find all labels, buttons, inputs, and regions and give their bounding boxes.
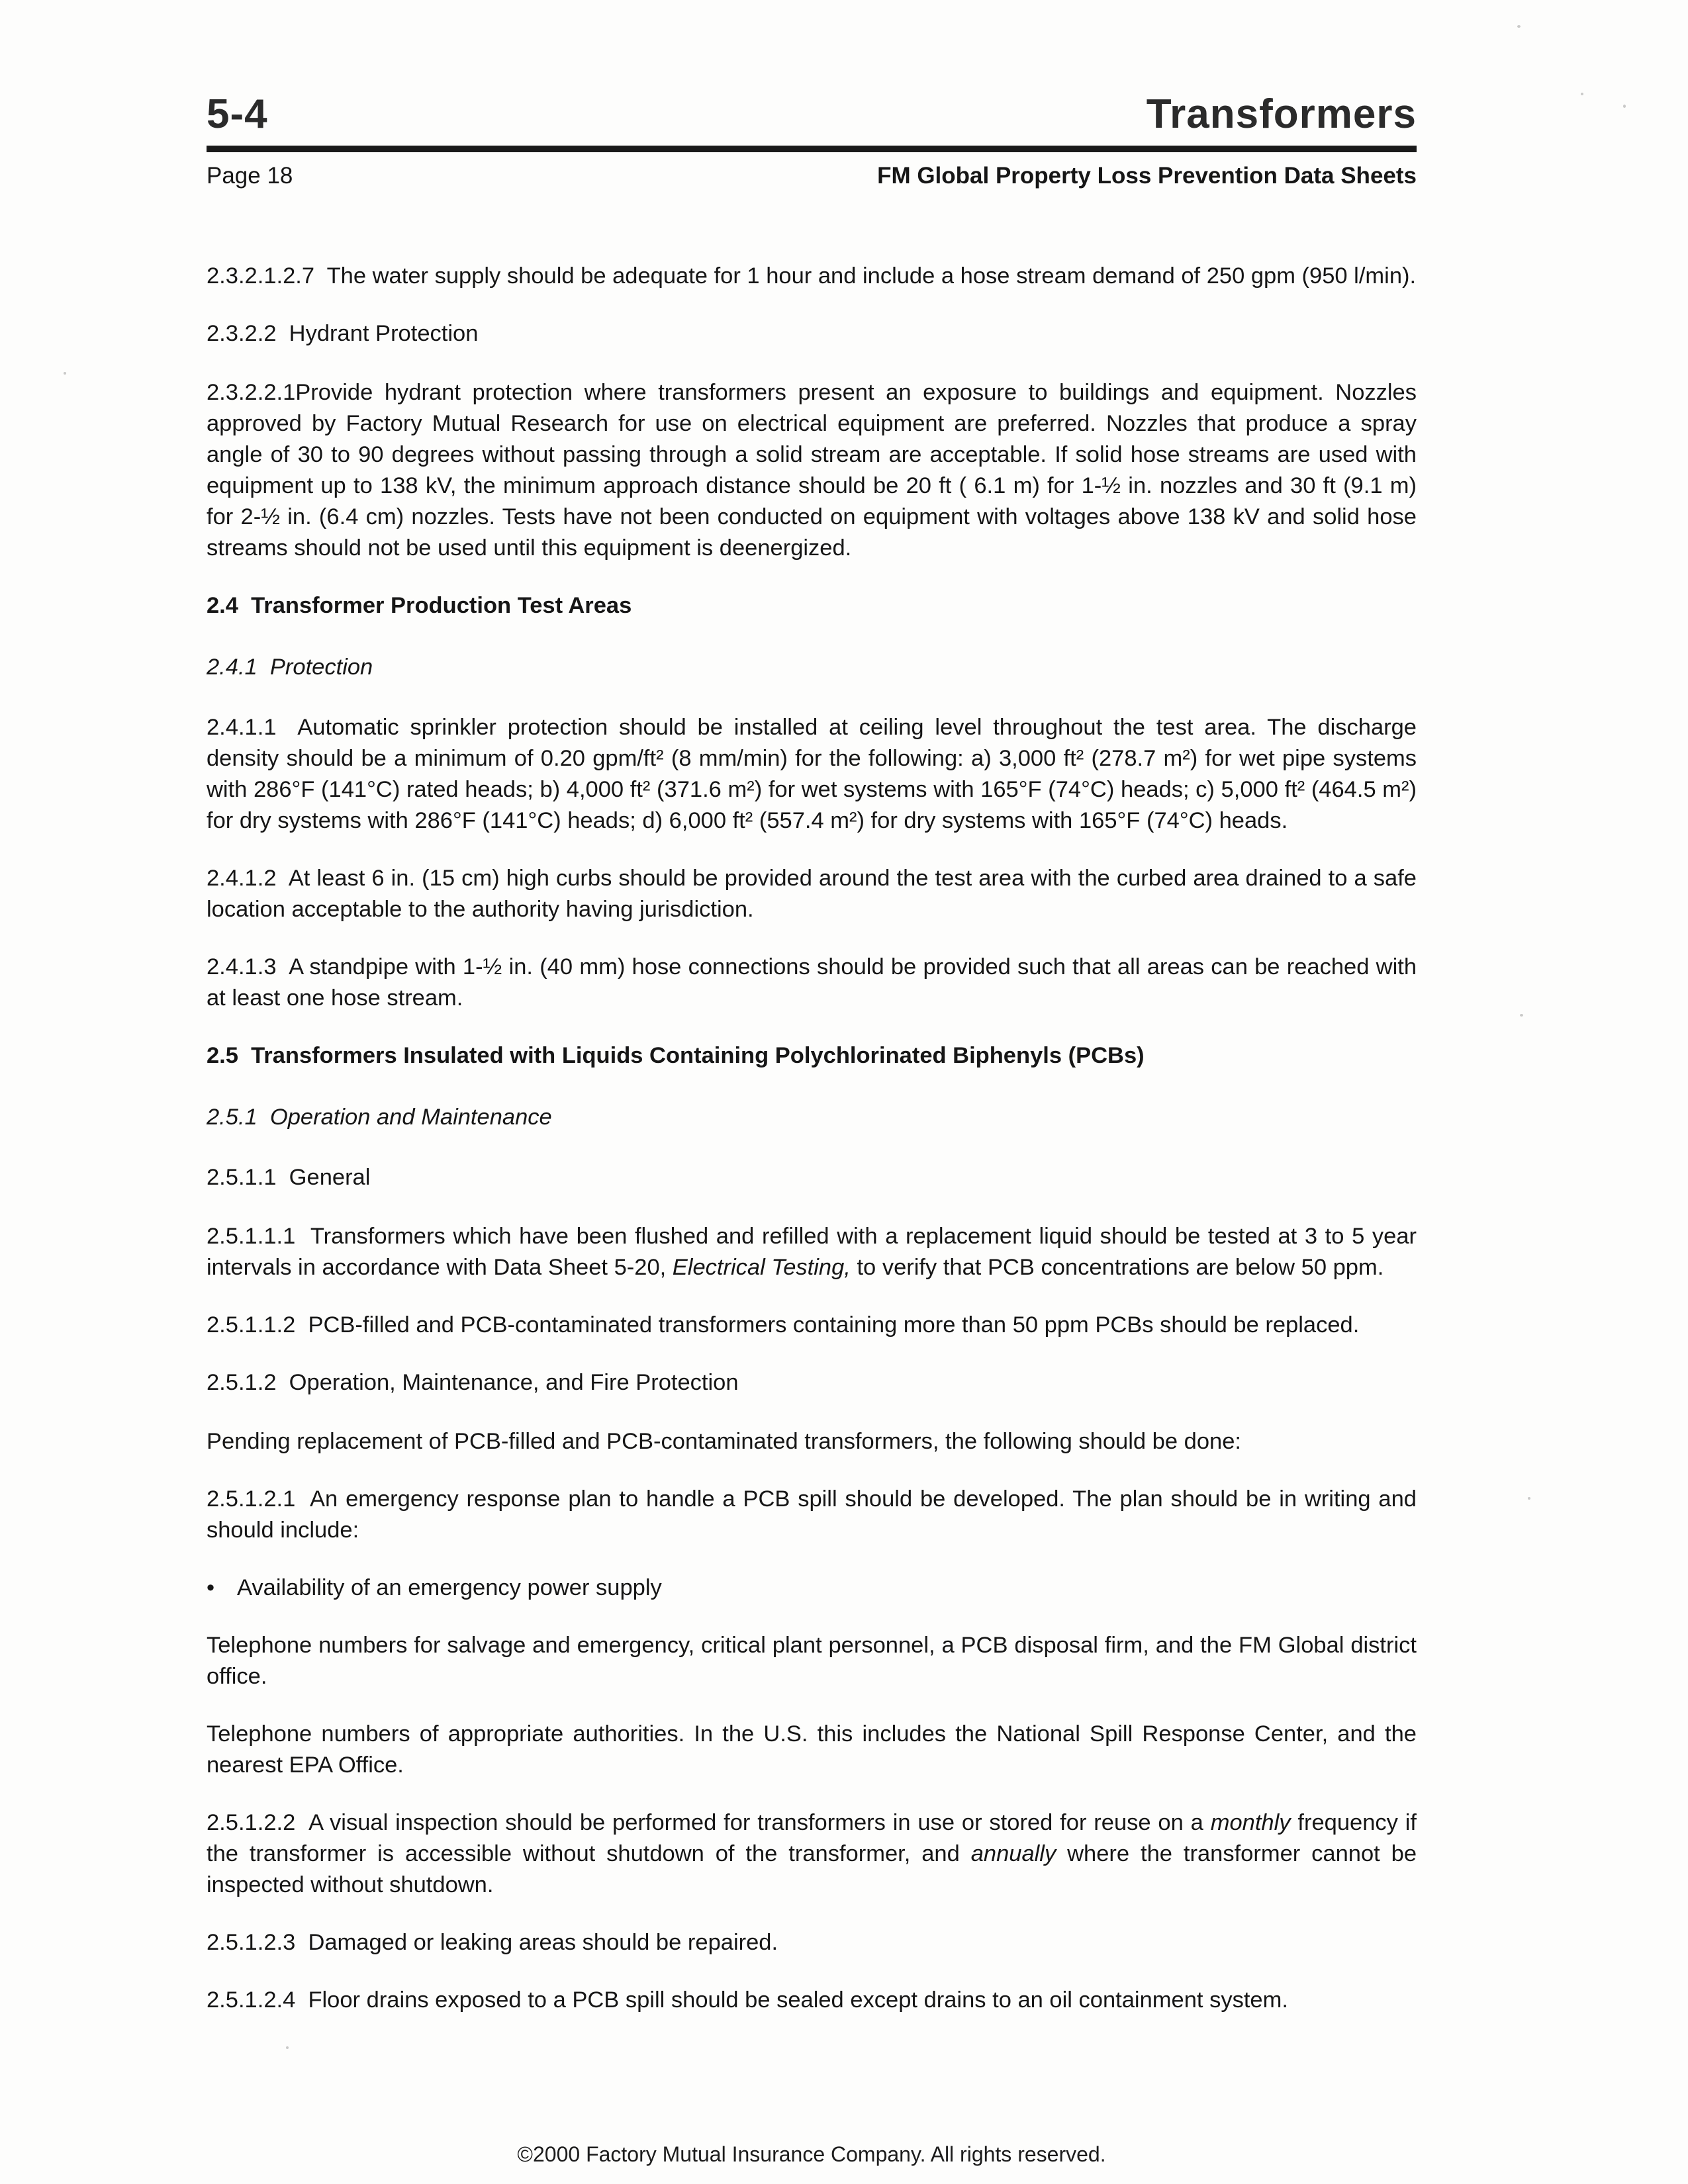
paragraph-2-5-1-2-3: 2.5.1.2.3 Damaged or leaking areas should be repaired.: [207, 1930, 778, 1955]
paragraph-2-3-2-1-2-7: 2.3.2.1.2.7 The water supply should be adequate for 1 hour and include a hose stream demand of 250 gpm (950 l/min).: [207, 263, 1417, 289]
bullet-icon: •: [207, 1575, 215, 1600]
org-subtitle: FM Global Property Loss Prevention Data Sheets: [877, 163, 1417, 189]
paragraph-2-5-1-1-2: 2.5.1.1.2 PCB-filled and PCB-contaminated transformers containing more than 50 ppm PCBs should be replaced.: [207, 1312, 1360, 1338]
paragraph-telephone-salvage: Telephone numbers for salvage and emergency, critical plant personnel, a PCB disposal firm, and the FM Global district office.: [207, 1633, 1417, 1689]
paragraph-pending-replacement: Pending replacement of PCB-filled and PCB-contaminated transformers, the following should be done:: [207, 1429, 1241, 1454]
copyright-line: ©2000 Factory Mutual Insurance Company. All rights reserved.: [517, 2142, 1106, 2166]
heading-2-4: 2.4 Transformer Production Test Areas: [207, 593, 632, 618]
doc-number: 5-4: [207, 91, 268, 137]
scan-speck: [1520, 1014, 1523, 1017]
paragraph-2-5-1-2-2-mid: frequency if the transformer is accessible without shutdown of the transformer, and: [207, 1810, 1417, 1866]
page-number-label: Page 18: [207, 163, 293, 189]
paragraph-2-5-1-1-1: [207, 1221, 1417, 1283]
page-header: [207, 91, 1417, 189]
heading-2-5-1-2: 2.5.1.2 Operation, Maintenance, and Fire Protection: [207, 1370, 739, 1395]
paragraph-2-4-1-3: 2.4.1.3 A standpipe with 1-½ in. (40 mm) hose connections should be provided such that all areas can be reached with at least one hose stream.: [207, 954, 1417, 1011]
scan-speck: [1517, 25, 1521, 28]
heading-2-5-1-1: 2.5.1.1 General: [207, 1165, 371, 1190]
scan-speck: [1581, 93, 1583, 95]
paragraph-2-5-1-1-1-pre: 2.5.1.1.1 Transformers which have been flushed and refilled with a replacement liquid should be tested at 3 to 5 year intervals in accordance with Data Sheet 5-20,: [207, 1224, 1417, 1280]
scan-speck: [64, 372, 66, 375]
paragraph-2-4-1-2: 2.4.1.2 At least 6 in. (15 cm) high curbs should be provided around the test area with the curbed area drained to a safe location acceptable to the authority having jurisdiction.: [207, 866, 1417, 922]
heading-2-5-1: 2.5.1 Operation and Maintenance: [207, 1105, 552, 1130]
paragraph-2-5-1-2-4: 2.5.1.2.4 Floor drains exposed to a PCB spill should be sealed except drains to an oil containment system.: [207, 1987, 1288, 2013]
paragraph-2-5-1-2-2-italic-annually: annually: [970, 1841, 1056, 1866]
bullet-item-emergency-power: [207, 1572, 1417, 1604]
paragraph-2-5-1-2-1: 2.5.1.2.1 An emergency response plan to handle a PCB spill should be developed. The plan should be in writing and should include:: [207, 1486, 1417, 1543]
document-body: [207, 261, 1417, 2016]
paragraph-2-3-2-2-1: 2.3.2.2.1Provide hydrant protection where transformers present an exposure to buildings and equipment. Nozzles approved by Factory Mutual Research for use on electrical equipment are preferred. Nozzles that produce a spray angle of 30 to 90 degrees without passing through a solid stream are acceptable. If solid hose streams are used with equipment up to 138 kV, the minimum approach distance should be 20 ft ( 6.1 m) for 1-½ in. nozzles and 30 ft (9.1 m) for 2-½ in. (6.4 cm) nozzles. Tests have not been conducted on equipment with voltages above 138 kV and solid hose streams should not be used until this equipment is deenergized.: [207, 380, 1417, 561]
heading-2-5: 2.5 Transformers Insulated with Liquids Containing Polychlorinated Biphenyls (PCBs): [207, 1043, 1145, 1068]
paragraph-2-5-1-2-2-pre: 2.5.1.2.2 A visual inspection should be performed for transformers in use or stored for reuse on a: [207, 1810, 1211, 1835]
page-footer: [207, 2142, 1417, 2167]
paragraph-2-5-1-2-2: [207, 1807, 1417, 1901]
scan-speck: [1623, 105, 1626, 108]
paragraph-2-5-1-1-1-italic: Electrical Testing,: [672, 1255, 851, 1280]
heading-2-3-2-2: 2.3.2.2 Hydrant Protection: [207, 321, 479, 346]
paragraph-2-5-1-1-1-post: to verify that PCB concentrations are below 50 ppm.: [850, 1255, 1384, 1280]
doc-title: Transformers: [1146, 91, 1417, 137]
paragraph-telephone-authorities: Telephone numbers of appropriate authorities. In the U.S. this includes the National Spill Response Center, and the nearest EPA Office.: [207, 1721, 1417, 1778]
paragraph-2-5-1-2-2-post: where the transformer cannot be inspected without shutdown.: [207, 1841, 1417, 1897]
paragraph-2-5-1-2-2-italic-monthly: monthly: [1210, 1810, 1291, 1835]
scan-speck: [286, 2046, 289, 2049]
bullet-text: Availability of an emergency power supply: [237, 1575, 662, 1600]
heading-2-4-1: 2.4.1 Protection: [207, 655, 373, 680]
header-rule: [207, 146, 1417, 152]
paragraph-2-4-1-1: 2.4.1.1 Automatic sprinkler protection should be installed at ceiling level throughout the test area. The discharge density should be a minimum of 0.20 gpm/ft² (8 mm/min) for the following: a) 3,000 ft² (278.7 m²) for wet pipe systems with 286°F (141°C) rated heads; b) 4,000 ft² (371.6 m²) for wet systems with 165°F (74°C) heads; c) 5,000 ft² (464.5 m²) for dry systems with 286°F (141°C) heads; d) 6,000 ft² (557.4 m²) for dry systems with 165°F (74°C) heads.: [207, 715, 1417, 833]
scan-speck: [1528, 1497, 1530, 1500]
